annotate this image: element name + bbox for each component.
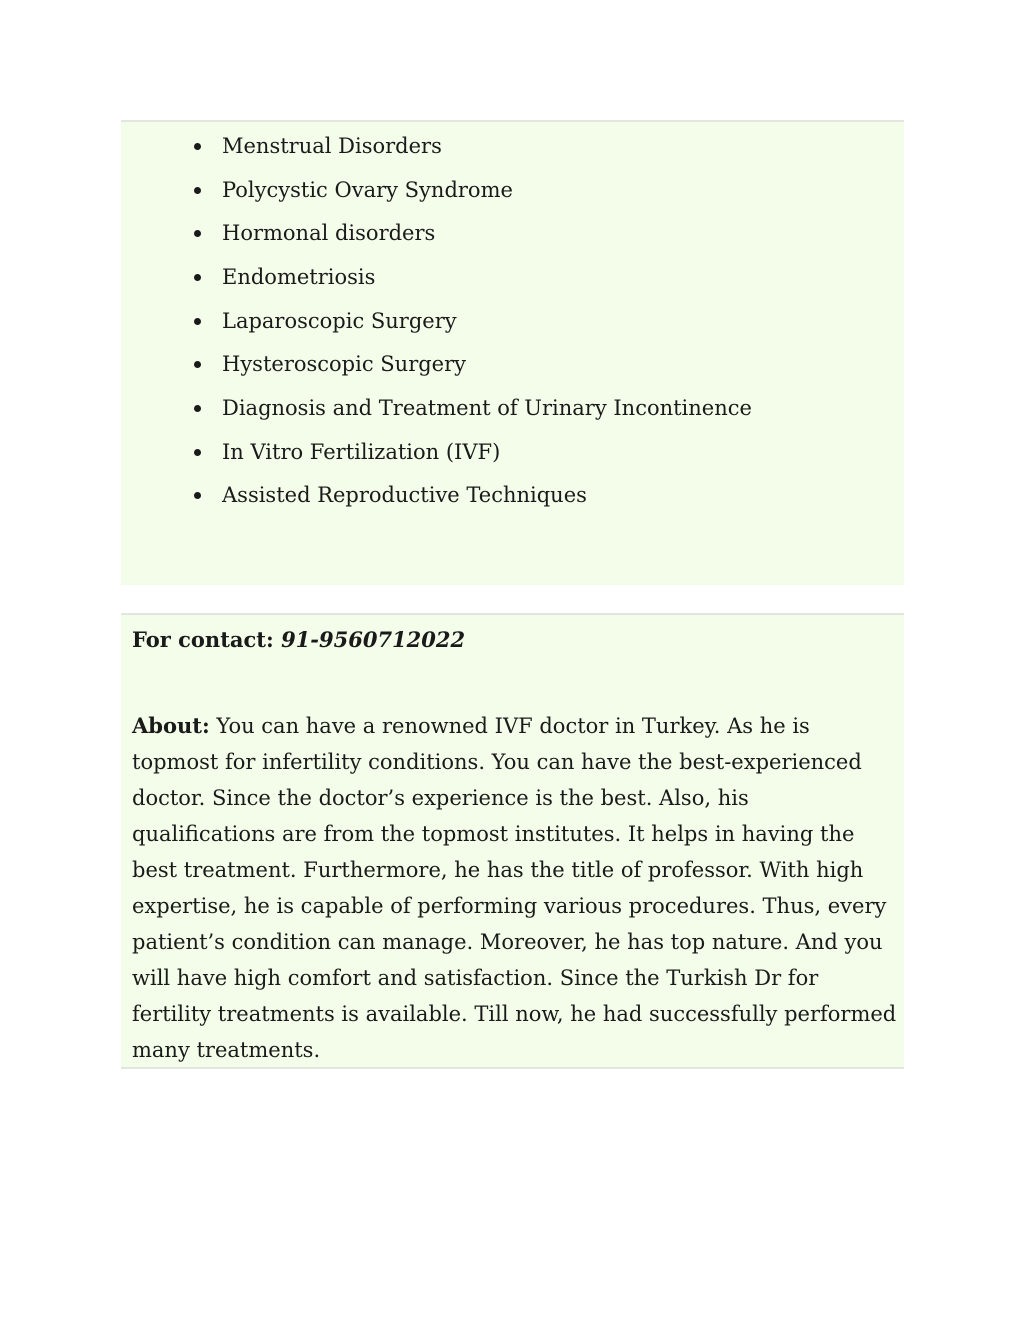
list-item-label: Laparoscopic Surgery [222,309,457,333]
list-item [222,264,375,290]
list-item [222,439,500,465]
bullet-icon [194,492,201,499]
bullet-icon [194,274,201,281]
list-item-label: Menstrual Disorders [222,134,442,158]
list-item-label: Polycystic Ovary Syndrome [222,178,513,202]
about-text: You can have a renowned IVF doctor in Turkey. As he is topmost for infertility conditions. You can have the best-experienced doctor. Since the doctor’s experience is the best. Also, his qualifications are from the topmost institutes. It helps in having the best treatment. Furthermore, he has the title of professor. With high expertise, he is capable of performing various procedures. Thus, every patient’s condition can manage. Moreover, he has top nature. And you will have high comfort and satisfaction. Since the Turkish Dr for fertility treatments is available. Till now, he had successfully performed many treatments. [132,714,897,1062]
list-item-label: In Vitro Fertilization (IVF) [222,440,501,464]
contact-panel [121,613,904,1069]
bullet-icon [194,405,201,412]
contact-label: For contact: [132,627,274,652]
list-item-label: Hormonal disorders [222,221,436,245]
list-item [222,482,587,508]
about-label: About: [132,713,210,738]
list-item [222,308,457,334]
list-item [222,351,466,377]
bullet-icon [194,318,201,325]
bullet-icon [194,143,201,150]
about-paragraph [132,708,897,1068]
list-item-label: Assisted Reproductive Techniques [222,483,587,507]
list-item [222,395,752,421]
list-item-label: Diagnosis and Treatment of Urinary Incontinence [222,396,752,420]
list-item-label: Endometriosis [222,265,376,289]
contact-phone[interactable]: 91-9560712022 [281,627,466,652]
contact-line [132,625,465,655]
list-item [222,177,513,203]
services-panel [121,120,904,585]
list-item [222,220,435,246]
bullet-icon [194,187,201,194]
bullet-icon [194,361,201,368]
list-item [222,133,442,159]
bullet-icon [194,230,201,237]
bullet-icon [194,449,201,456]
list-item-label: Hysteroscopic Surgery [222,352,467,376]
